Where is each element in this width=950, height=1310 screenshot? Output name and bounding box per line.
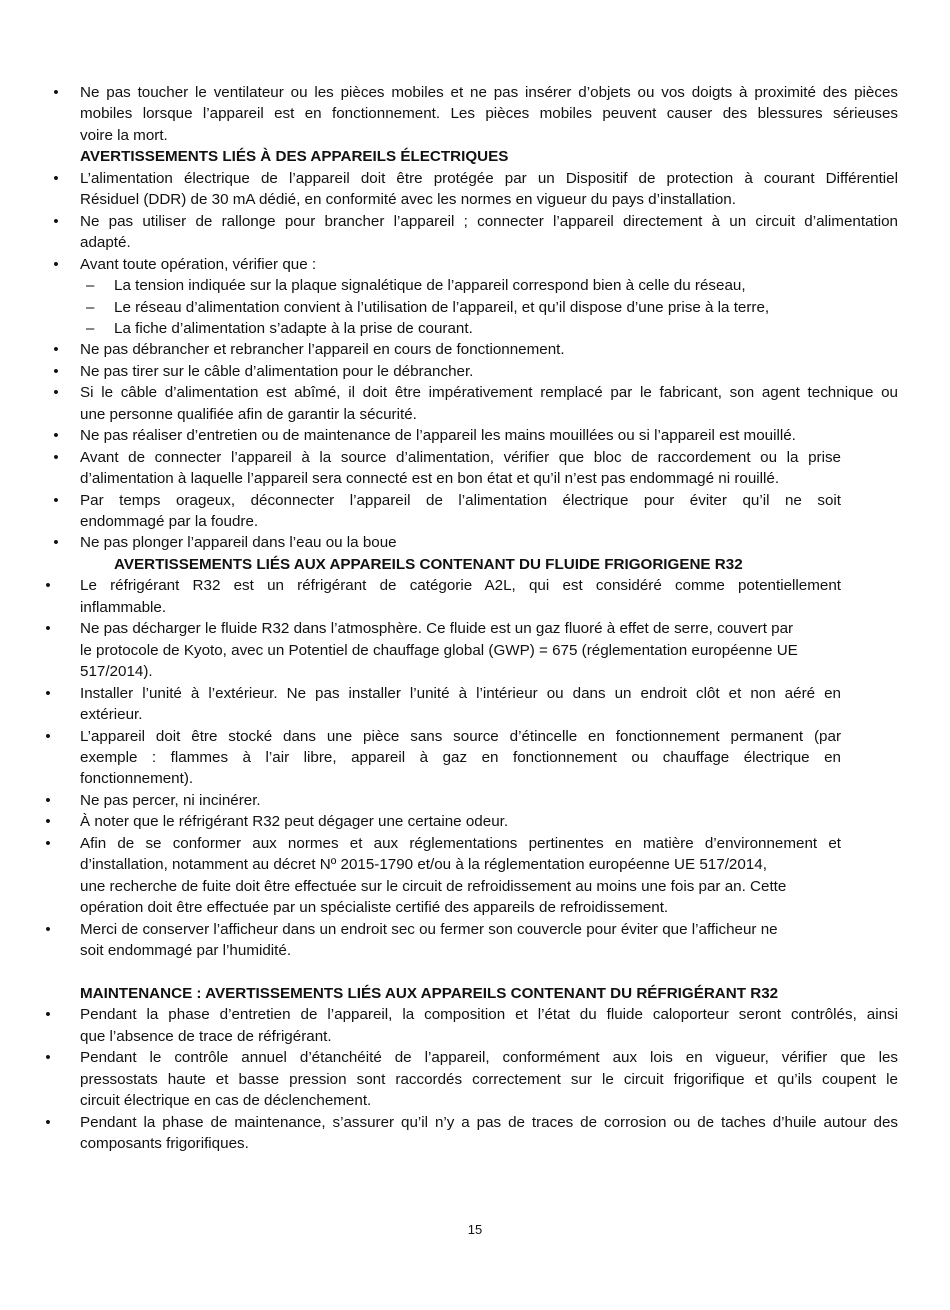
- line-text: que l’absence de trace de réfrigérant.: [80, 1027, 332, 1045]
- line-text: Merci de conserver l’afficheur dans un endroit sec ou fermer son couvercle pour éviter que l’afficheur ne: [80, 920, 778, 938]
- line-text: Ne pas percer, ni incinérer.: [80, 791, 261, 809]
- bullet-icon: •: [45, 577, 51, 595]
- line-text: La tension indiquée sur la plaque signalétique de l’appareil correspond bien à celle du réseau,: [114, 277, 746, 295]
- line-text: Pendant la phase de maintenance, s’assurer qu’il n’y a pas de traces de corrosion ou de taches d’huile autour des: [80, 1113, 898, 1131]
- bullet-icon: •: [53, 534, 59, 552]
- line-text: mobiles lorsque l’appareil est en fonctionnement. Les pièces mobiles peuvent causer des blessures sérieuses: [80, 105, 898, 123]
- line-text: La fiche d’alimentation s’adapte à la prise de courant.: [114, 319, 473, 337]
- bullet-icon: •: [45, 1049, 51, 1067]
- line-text: Ne pas tirer sur le câble d’alimentation pour le débrancher.: [80, 362, 474, 380]
- line-text: Par temps orageux, déconnecter l’appareil de l’alimentation électrique pour éviter qu’il ne soit: [80, 491, 841, 509]
- line-text: Avant de connecter l’appareil à la source d’alimentation, vérifier que bloc de raccordement ou la prise: [80, 448, 841, 466]
- line-text: Avant toute opération, vérifier que :: [80, 255, 317, 273]
- bullet-icon: •: [45, 813, 51, 831]
- line-text: endommagé par la foudre.: [80, 513, 259, 530]
- bullet-icon: •: [45, 727, 51, 745]
- bullet-icon: •: [53, 84, 59, 101]
- section-heading-text: AVERTISSEMENTS LIÉS AUX APPAREILS CONTENANT DU FLUIDE FRIGORIGENE R32: [114, 555, 743, 573]
- bullet-icon: •: [45, 791, 51, 809]
- bullet-icon: •: [53, 362, 59, 380]
- line-text: Ne pas décharger le fluide R32 dans l’atmosphère. Ce fluide est un gaz fluoré à effet de serre, couvert par: [80, 620, 794, 638]
- bullet-icon: •: [53, 427, 59, 445]
- line-text: Ne pas plonger l’appareil dans l’eau ou la boue: [80, 534, 397, 552]
- line-text: pressostats haute et basse pression sont raccordés correctement sur le circuit frigorifique et qu’ils coupent le: [80, 1070, 898, 1088]
- bullet-icon: •: [53, 341, 59, 359]
- line-text: adapté.: [80, 234, 131, 252]
- line-text: Ne pas débrancher et rebrancher l’appareil en cours de fonctionnement.: [80, 341, 565, 359]
- bullet-icon: •: [45, 834, 51, 852]
- line-text: Résiduel (DDR) de 30 mA dédié, en conformité avec les normes en vigueur du pays d’installation.: [80, 191, 736, 209]
- line-text: Le réfrigérant R32 est un réfrigérant de catégorie A2L, qui est considéré comme potentiellement: [80, 577, 841, 595]
- line-text: composants frigorifiques.: [80, 1135, 249, 1153]
- bullet-icon: •: [45, 1113, 51, 1131]
- line-text: soit endommagé par l’humidité.: [80, 942, 292, 959]
- line-text: une recherche de fuite doit être effectuée sur le circuit de refroidissement au moins une fois par an. Cette: [80, 877, 787, 895]
- line-text: Installer l’unité à l’extérieur. Ne pas installer l’unité à l’intérieur ou dans un endroit clôt et non aéré en: [80, 684, 841, 702]
- line-text: 517/2014).: [80, 663, 153, 681]
- line-text: voire la mort.: [80, 126, 168, 144]
- section-heading-text: MAINTENANCE : AVERTISSEMENTS LIÉS AUX APPAREILS CONTENANT DU RÉFRIGÉRANT R32: [80, 984, 779, 1002]
- bullet-icon: •: [45, 620, 51, 638]
- line-text: inflammable.: [80, 598, 167, 616]
- bullet-icon: •: [53, 491, 59, 509]
- dash-icon: –: [86, 319, 95, 337]
- line-text: d’alimentation à laquelle l’appareil sera connecté est en bon état et qu’il n’est pas endommagé ni rouillé.: [80, 470, 780, 488]
- line-text: Ne pas toucher le ventilateur ou les pièces mobiles et ne pas insérer d’objets ou vos doigts à proximité des pièces: [80, 84, 898, 101]
- line-text: L’alimentation électrique de l’appareil doit être protégée par un Dispositif de protection à courant Différentiel: [80, 169, 898, 187]
- line-text: Si le câble d’alimentation est abîmé, il doit être impérativement remplacé par le fabricant, son agent technique ou: [80, 384, 898, 402]
- bullet-icon: •: [45, 1006, 51, 1024]
- line-text: d’installation, notamment au décret Nº 2015-1790 et/ou à la réglementation européenne UE 517/2014,: [80, 856, 767, 874]
- dash-icon: –: [86, 298, 95, 316]
- bullet-icon: •: [53, 212, 59, 230]
- line-text: une personne qualifiée afin de garantir la sécurité.: [80, 405, 417, 423]
- line-text: circuit électrique en cas de déclenchement.: [80, 1092, 372, 1110]
- line-text: À noter que le réfrigérant R32 peut dégager une certaine odeur.: [80, 813, 509, 831]
- line-text: Le réseau d’alimentation convient à l’utilisation de l’appareil, et qu’il dispose d’une prise à la terre,: [114, 298, 770, 316]
- line-text: L’appareil doit être stocké dans une pièce sans source d’étincelle en fonctionnement permanent (par: [80, 727, 841, 745]
- line-text: Afin de se conformer aux normes et aux réglementations pertinentes en matière d’environnement et: [80, 834, 841, 852]
- section-heading-text: AVERTISSEMENTS LIÉS À DES APPAREILS ÉLECTRIQUES: [80, 148, 509, 166]
- bullet-icon: •: [53, 169, 59, 187]
- line-text: Ne pas réaliser d’entretien ou de maintenance de l’appareil les mains mouillées ou si l’appareil est mouillé.: [80, 427, 796, 445]
- bullet-icon: •: [53, 384, 59, 402]
- line-text: fonctionnement).: [80, 770, 194, 788]
- line-text: opération doit être effectuée par un spécialiste certifié des appareils de refroidissement.: [80, 899, 669, 917]
- line-text: extérieur.: [80, 706, 143, 724]
- line-text: Pendant le contrôle annuel d’étanchéité de l’appareil, conformément aux lois en vigueur, vérifier que les: [80, 1049, 898, 1067]
- bullet-icon: •: [45, 920, 51, 938]
- line-text: Ne pas utiliser de rallonge pour brancher l’appareil ; connecter l’appareil directement à un circuit d’alimentation: [80, 212, 898, 230]
- bullet-icon: •: [53, 448, 59, 466]
- bullet-icon: •: [45, 684, 51, 702]
- line-text: exemple : flammes à l’air libre, appareil à gaz en fonctionnement ou chauffage électrique en: [80, 748, 841, 766]
- line-text: le protocole de Kyoto, avec un Potentiel de chauffage global (GWP) = 675 (réglementation européenne UE: [80, 641, 798, 659]
- dash-icon: –: [86, 277, 95, 295]
- line-text: Pendant la phase d’entretien de l’appareil, la composition et l’état du fluide caloporteur seront contrôlés, ainsi: [80, 1006, 898, 1024]
- bullet-icon: •: [53, 255, 59, 273]
- page-number: 15: [467, 1222, 483, 1237]
